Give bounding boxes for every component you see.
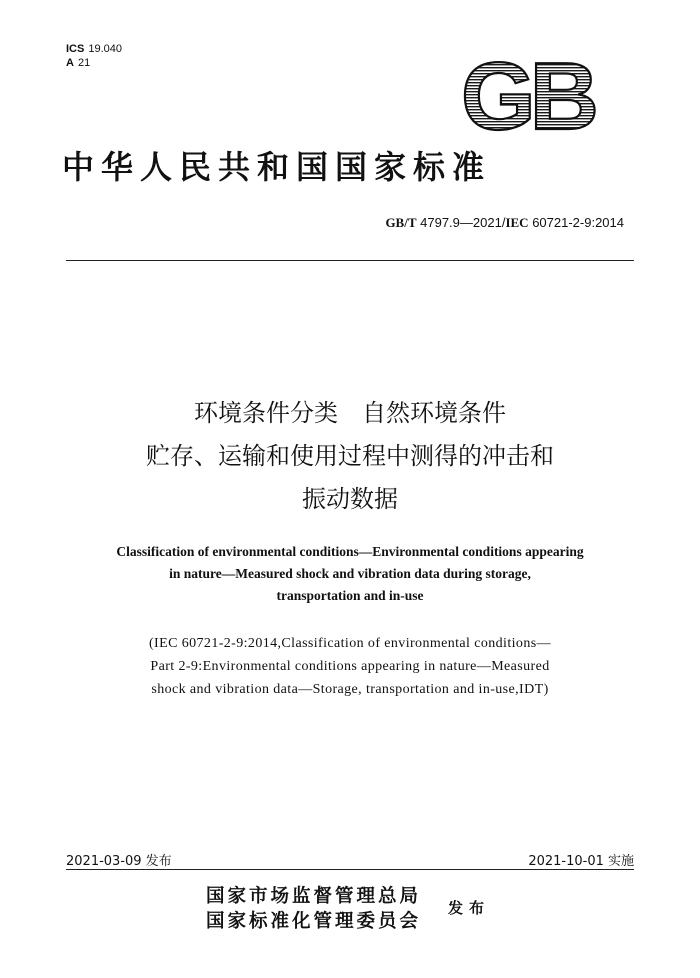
chinese-title-line-2: 贮存、运输和使用过程中测得的冲击和 xyxy=(146,442,554,470)
ics-label: ICS xyxy=(66,43,85,55)
english-title xyxy=(40,541,660,607)
gb-logo-icon xyxy=(456,55,598,137)
iec-code: 60721-2-9:2014 xyxy=(532,215,624,230)
standard-prefix: GB/T xyxy=(385,215,417,230)
gb-logo-text: GB xyxy=(461,55,593,137)
standard-code: 4797.9—2021/ xyxy=(420,215,506,230)
iec-reference-line-3: shock and vibration data—Storage, transportation and in-use,IDT) xyxy=(151,682,549,697)
iec-reference-line-1: (IEC 60721-2-9:2014,Classification of environmental conditions— xyxy=(149,636,551,651)
bottom-divider xyxy=(66,869,634,870)
english-title-line-2: in nature—Measured shock and vibration data during storage, xyxy=(169,566,531,581)
chinese-title xyxy=(0,392,700,521)
english-title-line-1: Classification of environmental conditions—Environmental conditions appearing xyxy=(116,544,584,559)
classification-codes xyxy=(66,42,122,70)
national-standard-title: 中华人民共和国国家标准 xyxy=(62,148,492,186)
issuing-authorities xyxy=(206,884,421,934)
standard-number xyxy=(385,215,624,231)
issuer-sac: 国家标准化管理委员会 xyxy=(206,911,422,932)
top-divider xyxy=(66,260,634,261)
ccs-value: 21 xyxy=(77,57,91,69)
chinese-title-line-1: 环境条件分类 自然环境条件 xyxy=(194,399,506,427)
ccs-code-line xyxy=(66,56,122,70)
issuer-samr: 国家市场监督管理总局 xyxy=(206,886,422,907)
iec-reference-line-2: Part 2-9:Environmental conditions appearing in nature—Measured xyxy=(150,659,550,674)
issue-label: 发布 xyxy=(448,899,491,917)
publish-date: 2021-03-09 发布 xyxy=(66,854,172,869)
iec-prefix: IEC xyxy=(505,215,529,230)
implementation-date: 2021-10-01 实施 xyxy=(528,854,634,869)
chinese-title-line-3: 振动数据 xyxy=(302,485,398,513)
ics-code-line xyxy=(66,42,122,56)
english-title-line-3: transportation and in-use xyxy=(276,588,424,603)
ics-value: 19.040 xyxy=(88,43,122,55)
ccs-label: A xyxy=(66,57,74,69)
iec-reference xyxy=(40,632,660,701)
